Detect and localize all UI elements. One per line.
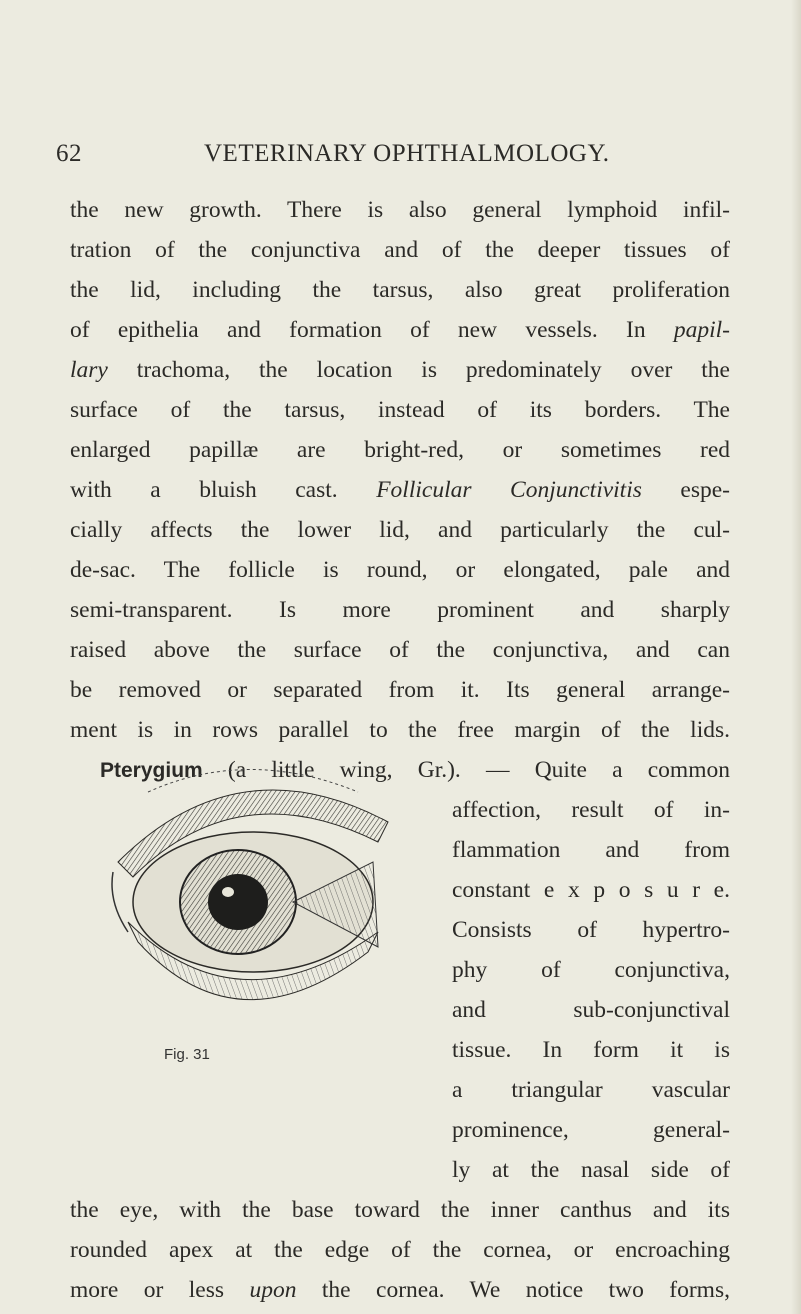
text-line: semi-transparent. Is more prominent and sharply — [70, 597, 730, 623]
text-line: enlarged papillæ are bright-red, or sometimes red — [70, 437, 730, 463]
figure-31 — [88, 752, 448, 1082]
text-span: espe- — [641, 477, 731, 503]
text-line: the lid, including the tarsus, also great proliferation — [70, 277, 730, 303]
text-line: raised above the surface of the conjunctiva, and can — [70, 637, 730, 663]
text-line: constant e x p o s u r e. — [452, 877, 730, 903]
italic-term-follicular-conjunctivitis: Follicular Conjunctivitis — [376, 477, 642, 503]
section-term-pterygium: Pterygium — [100, 759, 203, 782]
figure-caption: Fig. 31 — [164, 1046, 210, 1063]
text-line: the new growth. There is also general lymphoid infil- — [70, 197, 730, 223]
italic-term-papillary-end: lary — [70, 357, 108, 383]
running-head: VETERINARY OPHTHALMOLOGY. — [204, 140, 610, 167]
text-line — [70, 350, 730, 390]
page-number: 62 — [56, 140, 82, 167]
text-line: surface of the tarsus, instead of its borders. The — [70, 397, 730, 423]
text-line: Consists of hypertro- — [452, 917, 730, 943]
text-line: affection, result of in- — [452, 797, 730, 823]
text-line: tration of the conjunctiva and of the deeper tissues of — [70, 237, 730, 263]
page-header — [56, 140, 756, 176]
text-span: the cornea. We notice two forms, — [296, 1277, 730, 1303]
page-edge-shadow — [791, 0, 801, 1314]
text-line: the eye, with the base toward the inner canthus and its — [70, 1197, 730, 1223]
text-line: a triangular vascular — [452, 1077, 730, 1103]
text-span: with a bluish cast. — [70, 477, 377, 503]
text-line: phy of conjunctiva, — [452, 957, 730, 983]
text-line: be removed or separated from it. Its general arrange- — [70, 677, 730, 703]
text-line: and sub-conjunctival — [452, 997, 730, 1023]
text-line: de-sac. The follicle is round, or elongated, pale and — [70, 557, 730, 583]
text-line — [70, 310, 730, 350]
italic-term-upon: upon — [249, 1277, 297, 1303]
italic-term-papillary: papil- — [673, 317, 731, 343]
text-line — [70, 470, 730, 510]
text-line: tissue. In form it is — [452, 1037, 730, 1063]
text-span: more or less — [70, 1277, 250, 1303]
text-line: cially affects the lower lid, and particularly the cul- — [70, 517, 730, 543]
text-line: ment is in rows parallel to the free margin of the lids. — [70, 717, 730, 743]
text-line: flammation and from — [452, 837, 730, 863]
text-span: of epithelia and formation of new vessels. In — [70, 317, 646, 343]
eye-pterygium-icon — [88, 752, 448, 1052]
text-span: trachoma, the location is predominately over the — [107, 357, 730, 383]
text-line — [70, 1270, 730, 1310]
text-span: (a little wing, Gr.). — Quite a common — [202, 757, 730, 783]
text-line: ly at the nasal side of — [452, 1157, 730, 1183]
text-line: prominence, general- — [452, 1117, 730, 1143]
text-line: rounded apex at the edge of the cornea, or encroaching — [70, 1237, 730, 1263]
